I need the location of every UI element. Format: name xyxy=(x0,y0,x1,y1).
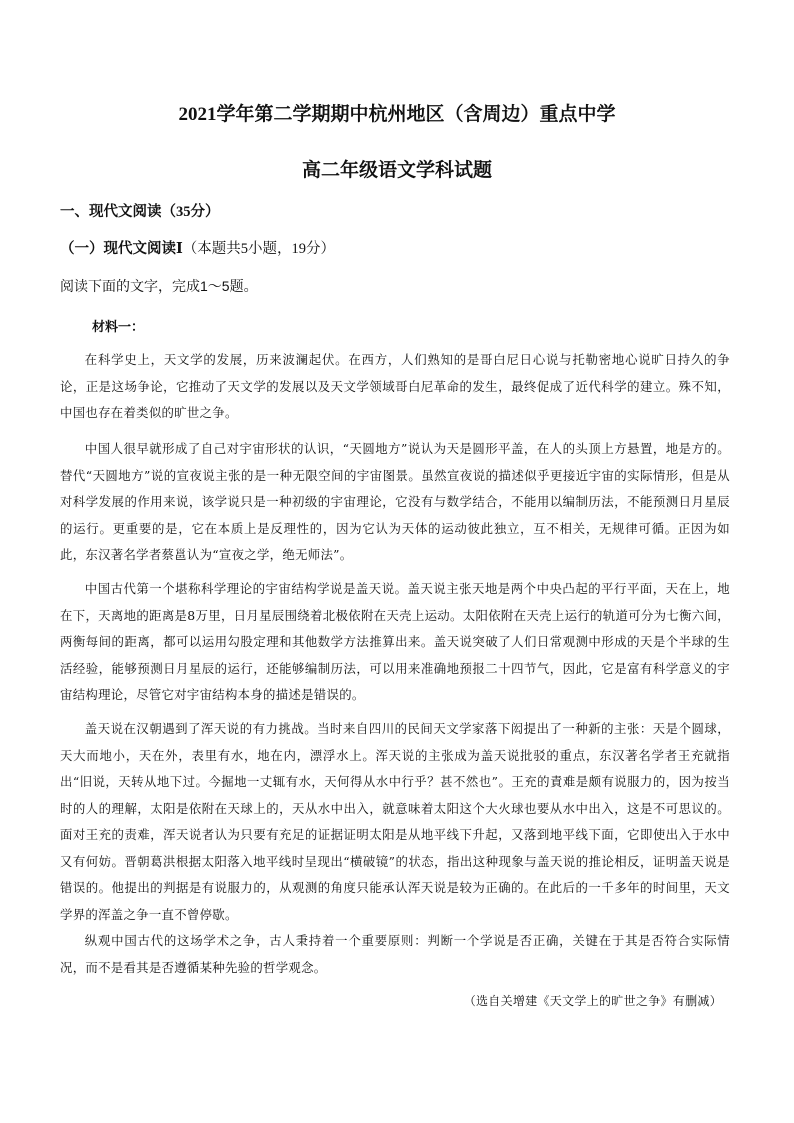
passage-paragraph: 纵观中国古代的这场学术之争，古人秉持着一个重要原则：判断一个学说是否正确，关键在于其是否符合实际情况，而不是看其是否遵循某种先验的哲学观念。 xyxy=(60,933,730,975)
exam-title: 2021学年第二学期期中杭州地区（含周边）重点中学 xyxy=(178,104,616,125)
sub-section-note: （本题共5小题，19分） xyxy=(182,241,336,257)
exam-subtitle: 高二年级语文学科试题 xyxy=(301,160,492,181)
sub-section-title: （一）现代文阅读Ⅰ xyxy=(60,241,183,257)
passage-paragraph: 中国人很早就形成了自己对宇宙形状的认识，“天圆地方”说认为天是圆形平盖，在人的头顶上方悬置，地是方的。替代“天圆地方”说的宣夜说主张的是一种无限空间的宇宙图景。虽然宣夜说的描述似乎更接近宇宙的实际情形，但是从对科学发展的作用来说，该学说只是一种初级的宇宙理论，它没有与数学结合，不能用以编制历法，不能预测日月星辰的运行。更重要的是，它在本质上是反理性的，因为它认为天体的运动彼此独立，互不相关，无规律可循。正因为如此，东汉著名学者蔡邕认为“宣夜之学，绝无师法”。 xyxy=(60,441,730,562)
passage-paragraph: 盖天说在汉朝遇到了浑天说的有力挑战。当时来自四川的民间天文学家落下闳提出了一种新的主张：天是个圆球，天大而地小，天在外，表里有水，地在内，漂浮水上。浑天说的主张成为盖天说批驳的重点，东汉著名学者王充就指出“旧说，天转从地下过。今掘地一丈辄有水，天何得从水中行乎？甚不然也”。王充的責难是颇有说服力的，因为按当时的人的理解，太阳是依附在天球上的，天从水中出入，就意味着太阳这个大火球也要从水中出入，这是不可思议的。面对王充的责难，浑天说者认为只要有充足的证据证明太阳是从地平线下升起，又落到地平线下面，它即使出入于水中又有何妨。晋朝葛洪根据太阳落入地平线时呈现出“横破镜”的状态，指出这种现象与盖天说的推论相反，证明盖天说是错误的。他提出的判据是有说服力的，从观测的角度只能承认浑天说是较为正确的。在此后的一千多年的时间里，天文学界的浑盖之争一直不曾停歇。 xyxy=(60,721,730,922)
source-citation: （选自关增建《天文学上的旷世之争》有删减） xyxy=(463,994,722,1008)
sub-section-heading xyxy=(60,237,335,258)
passage-paragraph: 在科学史上，天文学的发展，历来波澜起伏。在西方，人们熟知的是哥白尼日心说与托勒密地心说旷日持久的争论，正是这场争论，它推动了天文学的发展以及天文学领域哥白尼革命的发生，最终促成了近代科学的建立。殊不知，中国也存在着类似的旷世之争。 xyxy=(60,352,730,420)
passage-paragraph: 中国古代第一个堪称科学理论的宇宙结构学说是盖天说。盖天说主张天地是两个中央凸起的平行平面，天在上，地在下，天离地的距离是8万里，日月星辰围绕着北极依附在天壳上运动。太阳依附在天壳上运行的轨道可分为七衡六间，两衡每间的距离，都可以运用勾股定理和其他数学方法推算出来。盖天说突破了人们日常观测中形成的天是个半球的生活经验，能够预测日月星辰的运行，还能够编制历法，可以用来准确地预报二十四节气，因此，它是富有科学意义的宇宙结构理论，尽管它对宇宙结构本身的描述是错误的。 xyxy=(60,581,730,702)
section-heading: 一、现代文阅读（35分） xyxy=(60,204,220,220)
material-label: 材料一： xyxy=(92,319,145,334)
reading-instruction: 阅读下面的文字，完成1～5题。 xyxy=(60,278,258,294)
